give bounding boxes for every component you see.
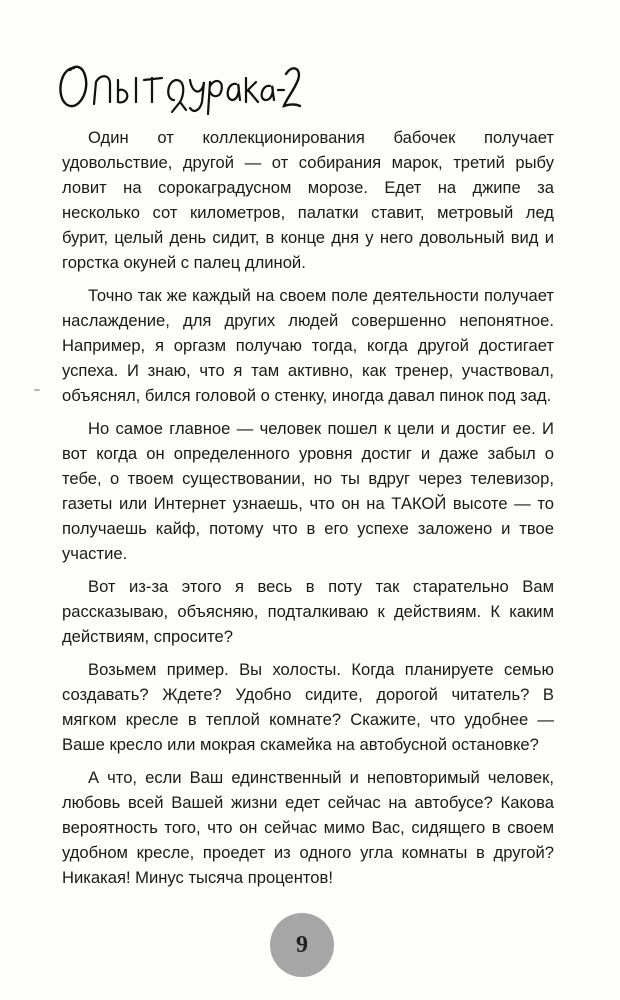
paragraph-5: Возьмем пример. Вы холосты. Когда планируете семью создавать? Ждете? Удобно сидите, дорогой читатель? В мягком кресле в теплой комнате? Скажите, что удобнее — Ваше кресло или мокрая скамейка на автобусной остановке? — [62, 660, 554, 754]
page-number: 9 — [296, 931, 308, 958]
paragraph-6: А что, если Ваш единственный и неповторимый человек, любовь всей Вашей жизни едет сейчас на автобусе? Какова вероятность того, что он сейчас мимо Вас, сидящего в своем удобном кресле, проедет из одного угла комнаты в другой? Никакая! Минус тысяча процентов! — [62, 768, 554, 887]
paragraph-1: Один от коллекционирования бабочек получает удовольствие, другой — от собирания марок, третий рыбу ловит на сорокаградусном морозе. Едет на джипе за несколько сот километров, палатки ставит, метровый лед бурит, целый день сидит, в конце дня у него довольный вид и горстка окуней с палец длиной. — [62, 128, 554, 272]
handwritten-title — [52, 38, 302, 118]
paragraph-2: Точно так же каждый на своем поле деятельности получает наслаждение, для других людей совершенно непонятное. Например, я оргазм получаю тогда, когда другой достигает успеха. И знаю, что я там активно, как тренер, участвовал, объяснял, бился головой о стенку, иногда давал пинок под зад. — [62, 286, 554, 405]
paragraph-3: Но самое главное — человек пошел к цели и достиг ее. И вот когда он определенного уровня достиг и даже забыл о тебе, о твоем существовании, но ты вдруг через телевизор, газеты или Интернет узнаешь, что он на ТАКОЙ высоте — то получаешь кайф, потому что в его успехе заложено и твое участие. — [62, 419, 554, 563]
paragraph-4: Вот из-за этого я весь в поту так старательно Вам рассказываю, объясняю, подталкиваю к действиям. К каким действиям, спросите? — [62, 577, 554, 646]
handwritten-title-signature — [52, 38, 302, 118]
page-number-badge — [270, 913, 334, 977]
page-speck — [34, 389, 40, 391]
body-text — [62, 125, 554, 898]
